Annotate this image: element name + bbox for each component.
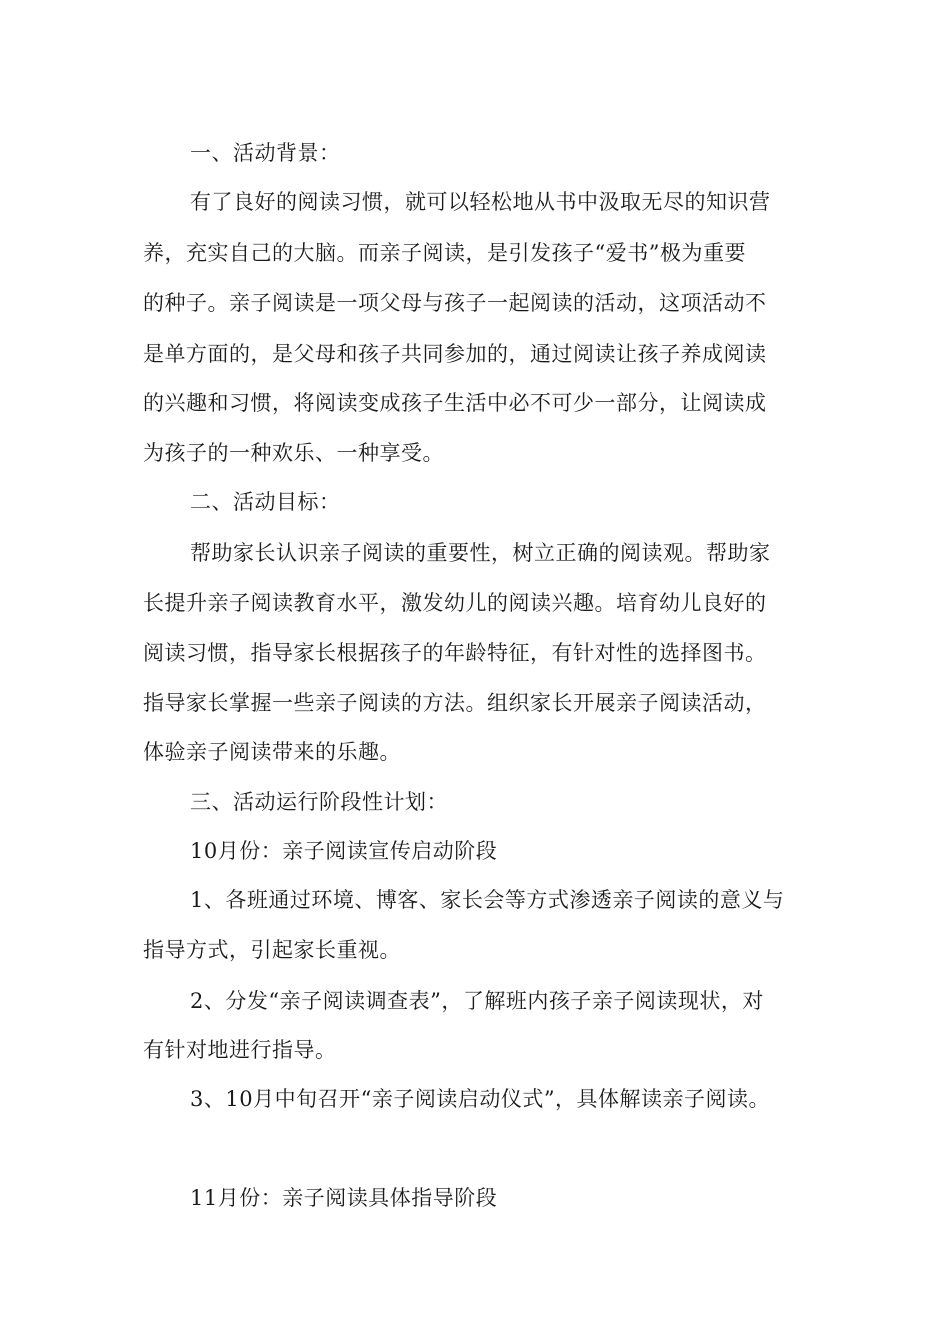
paragraph-line: 有了良好的阅读习惯，就可以轻松地从书中汲取无尽的知识营 (190, 190, 771, 214)
list-item-line: 有针对地进行指导。 (143, 1038, 337, 1062)
month-heading-october: 10月份：亲子阅读宣传启动阶段 (190, 839, 498, 863)
list-item-line: 3、10月中旬召开“亲子阅读启动仪式”，具体解读亲子阅读。 (190, 1087, 771, 1111)
list-item-line: 1、各班通过环境、博客、家长会等方式渗透亲子阅读的意义与 (190, 888, 785, 912)
paragraph-line: 养，充实自己的大脑。而亲子阅读，是引发孩子“爱书”极为重要 (143, 241, 746, 265)
paragraph-line: 为孩子的一种欢乐、一种享受。 (143, 441, 444, 465)
paragraph-line: 指导家长掌握一些亲子阅读的方法。组织家长开展亲子阅读活动， (143, 691, 767, 715)
paragraph-line: 的种子。亲子阅读是一项父母与孩子一起阅读的活动，这项活动不 (143, 291, 767, 315)
section-heading-plan: 三、活动运行阶段性计划： (190, 790, 448, 814)
list-item-line: 2、分发“亲子阅读调查表”，了解班内孩子亲子阅读现状，对 (190, 989, 764, 1013)
list-item-line: 指导方式，引起家长重视。 (143, 938, 401, 962)
month-heading-november: 11月份：亲子阅读具体指导阶段 (190, 1186, 498, 1210)
paragraph-line: 阅读习惯，指导家长根据孩子的年龄特征，有针对性的选择图书。 (143, 641, 767, 665)
paragraph-line: 帮助家长认识亲子阅读的重要性，树立正确的阅读观。帮助家 (190, 541, 771, 565)
paragraph-line: 是单方面的，是父母和孩子共同参加的，通过阅读让孩子养成阅读 (143, 342, 767, 366)
paragraph-line: 体验亲子阅读带来的乐趣。 (143, 740, 401, 764)
section-heading-background: 一、活动背景： (190, 141, 341, 165)
paragraph-line: 长提升亲子阅读教育水平，激发幼儿的阅读兴趣。培育幼儿良好的 (143, 591, 767, 615)
section-heading-goals: 二、活动目标： (190, 490, 341, 514)
paragraph-line: 的兴趣和习惯，将阅读变成孩子生活中必不可少一部分，让阅读成 (143, 391, 767, 415)
